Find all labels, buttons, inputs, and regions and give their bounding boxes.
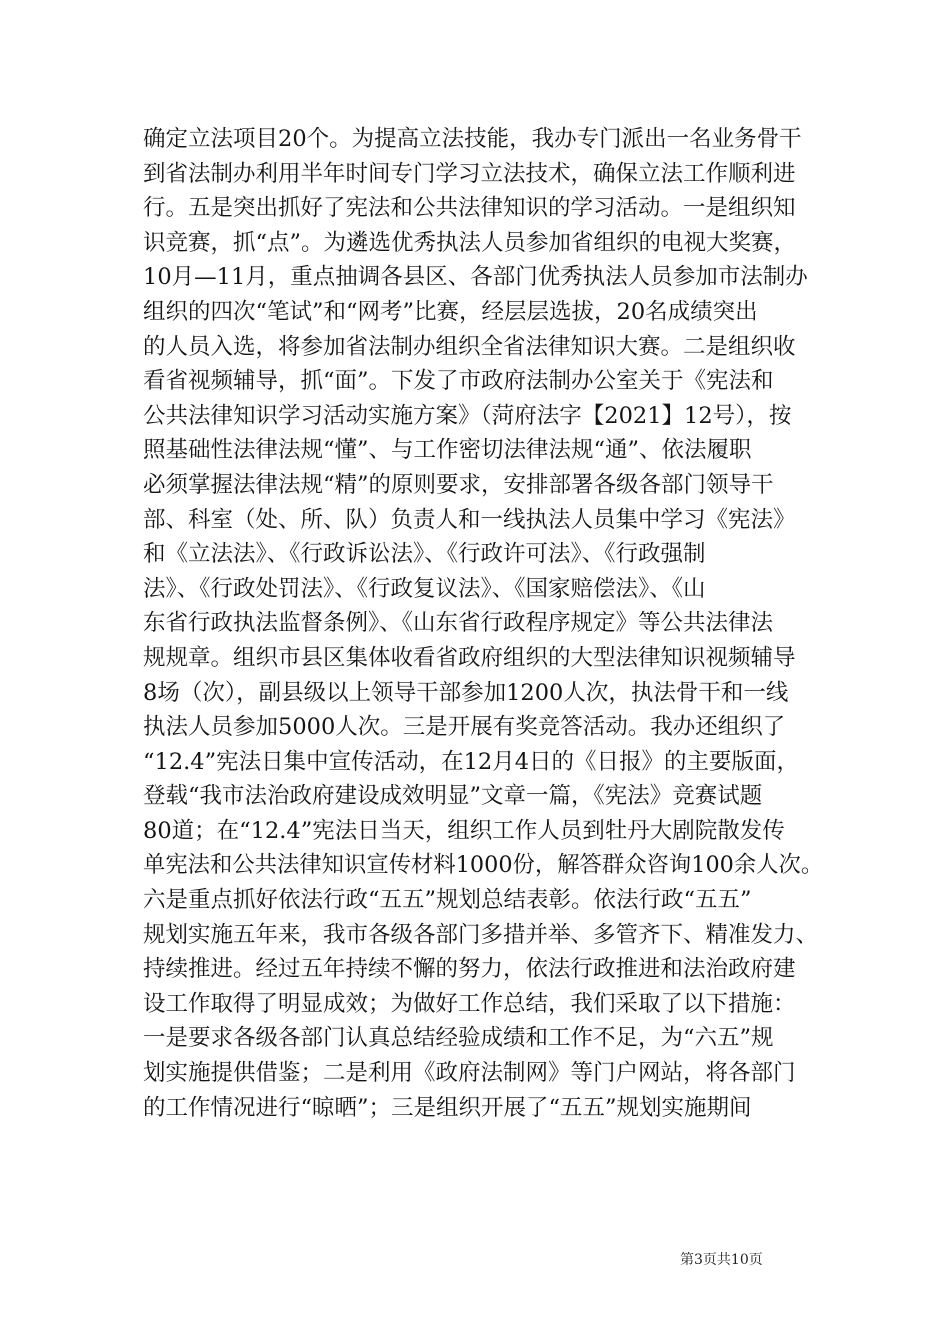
text-line: 设工作取得了明显成效；为做好工作总结，我们采取了以下措施： xyxy=(143,990,796,1017)
text-line: 10月—11月，重点抽调各县区、各部门优秀执法人员参加市法制办 xyxy=(143,264,808,291)
text-line: 规划实施五年来，我市各级各部门多措并举、多管齐下、精准发力、 xyxy=(143,921,819,948)
text-line: 单宪法和公共法律知识宣传材料1000份，解答群众咨询100余人次。 xyxy=(143,852,824,879)
text-line: 行。五是突出抓好了宪法和公共法律知识的学习活动。一是组织知 xyxy=(143,195,796,222)
text-line: 80道；在“12.4”宪法日当天，组织工作人员到牡丹大剧院散发传 xyxy=(143,817,785,844)
text-line: 照基础性法律法规“懂”、与工作密切法律法规“通”、依法履职 xyxy=(143,437,752,464)
page-number: 第3页共10页 xyxy=(680,1252,763,1268)
text-line: 到省法制办利用半年时间专门学习立法技术，确保立法工作顺利进 xyxy=(143,160,796,187)
text-line: 持续推进。经过五年持续不懈的努力，依法行政推进和法治政府建 xyxy=(143,956,796,983)
text-line: 登载“我市法治政府建设成效明显”文章一篇，《宪法》竞赛试题 xyxy=(143,783,763,810)
text-line: 8场（次），副县级以上领导干部参加1200人次，执法骨干和一线 xyxy=(143,679,789,706)
text-line: 部、科室（处、所、队）负责人和一线执法人员集中学习《宪法》 xyxy=(143,506,796,533)
text-line: 识竞赛，抓“点”。为遴选优秀执法人员参加省组织的电视大奖赛， xyxy=(143,229,797,256)
text-line: 的人员入选，将参加省法制办组织全省法律知识大赛。二是组织收 xyxy=(143,333,796,360)
text-line: 的工作情况进行“晾晒”；三是组织开展了“五五”规划实施期间 xyxy=(143,1094,752,1121)
text-line: 组织的四次“笔试”和“网考”比赛，经层层选拔，20名成绩突出 xyxy=(143,298,758,325)
text-line: 确定立法项目20个。为提高立法技能，我办专门派出一名业务骨干 xyxy=(143,126,802,152)
text-line: 看省视频辅导，抓“面”。下发了市政府法制办公室关于《宪法和 xyxy=(143,368,774,395)
text-line: 一是要求各级各部门认真总结经验成绩和工作不足，为“六五”规 xyxy=(143,1025,774,1052)
text-line: 东省行政执法监督条例》、《山东省行政程序规定》等公共法律法 xyxy=(143,610,774,637)
text-line: “12.4”宪法日集中宣传活动，在12月4日的《日报》的主要版面， xyxy=(143,748,800,775)
text-line: 六是重点抓好依法行政“五五”规划总结表彰。依法行政“五五” xyxy=(143,887,752,914)
text-line: 划实施提供借鉴；二是利用《政府法制网》等门户网站，将各部门 xyxy=(143,1060,796,1087)
text-line: 规规章。组织市县区集体收看省政府组织的大型法律知识视频辅导 xyxy=(143,644,796,671)
text-line: 执法人员参加5000人次。三是开展有奖竞答活动。我办还组织了 xyxy=(143,714,786,741)
text-line: 法》、《行政处罚法》、《行政复议法》、《国家赔偿法》、《山 xyxy=(143,575,706,602)
text-line: 和《立法法》、《行政诉讼法》、《行政许可法》、《行政强制 xyxy=(143,541,706,568)
text-line: 公共法律知识学习活动实施方案》（菏府法字【2021】12号），按 xyxy=(143,402,792,429)
text-line: 必须掌握法律法规“精”的原则要求，安排部署各级各部门领导干 xyxy=(143,471,774,498)
document-body xyxy=(143,122,823,1125)
